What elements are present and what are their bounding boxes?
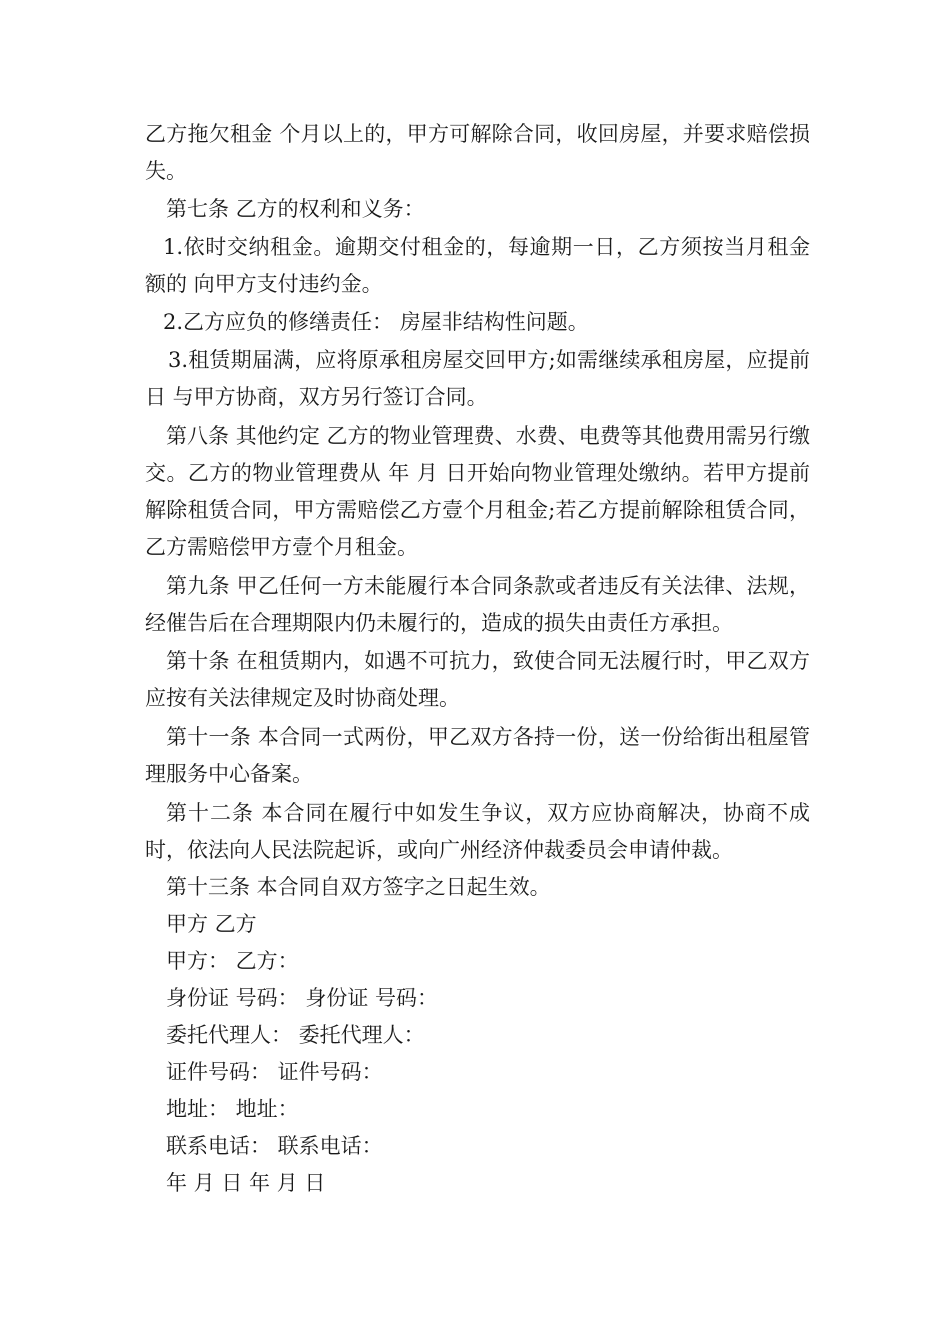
article-12: 第十二条 本合同在履行中如发生争议，双方应协商解决，协商不成时，依法向人民法院起诉，或向广州经济仲裁委员会申请仲裁。 xyxy=(145,801,810,862)
signature-certificate-numbers: 证件号码： 证件号码： xyxy=(166,1060,383,1084)
article-13: 第十三条 本合同自双方签字之日起生效。 xyxy=(166,875,551,899)
signature-dates: 年 月 日 年 月 日 xyxy=(166,1171,326,1195)
signature-addresses: 地址： 地址： xyxy=(166,1097,299,1121)
article-7-heading: 第七条 乙方的权利和义务： xyxy=(166,197,425,221)
article-11: 第十一条 本合同一式两份，甲乙双方各持一份，送一份给街出租屋管理服务中心备案。 xyxy=(145,725,810,786)
article-7-item-1: 1.依时交纳租金。逾期交付租金的，每逾期一日，乙方须按当月租金额的 向甲方支付违约金。 xyxy=(145,235,810,296)
signature-phones: 联系电话： 联系电话： xyxy=(166,1134,383,1158)
signature-agents: 委托代理人： 委托代理人： xyxy=(166,1023,425,1047)
article-9: 第九条 甲乙任何一方未能履行本合同条款或者违反有关法律、法规，经催告后在合理期限内仍未履行的，造成的损失由责任方承担。 xyxy=(145,574,810,635)
signature-parties: 甲方 乙方 xyxy=(166,912,257,936)
signature-party-names: 甲方： 乙方： xyxy=(166,949,299,973)
signature-id-numbers: 身份证 号码： 身份证 号码： xyxy=(166,986,439,1010)
article-7-item-2: 2.乙方应负的修缮责任： 房屋非结构性问题。 xyxy=(163,310,589,334)
paragraph-rent-arrears: 乙方拖欠租金 个月以上的，甲方可解除合同，收回房屋，并要求赔偿损失。 xyxy=(145,122,810,183)
article-10: 第十条 在租赁期内，如遇不可抗力，致使合同无法履行时，甲乙双方应按有关法律规定及时协商处理。 xyxy=(145,649,810,710)
contract-body xyxy=(145,116,810,1202)
article-7-item-3: 3.租赁期届满，应将原承租房屋交回甲方;如需继续承租房屋，应提前 日 与甲方协商，双方另行签订合同。 xyxy=(145,348,810,409)
signature-block xyxy=(145,906,810,1202)
article-8: 第八条 其他约定 乙方的物业管理费、水费、电费等其他费用需另行缴交。乙方的物业管理费从 年 月 日开始向物业管理处缴纳。若甲方提前解除租赁合同，甲方需赔偿乙方壹个月租金;若乙方提前解除租赁合同，乙方需赔偿甲方壹个月租金。 xyxy=(145,424,810,559)
